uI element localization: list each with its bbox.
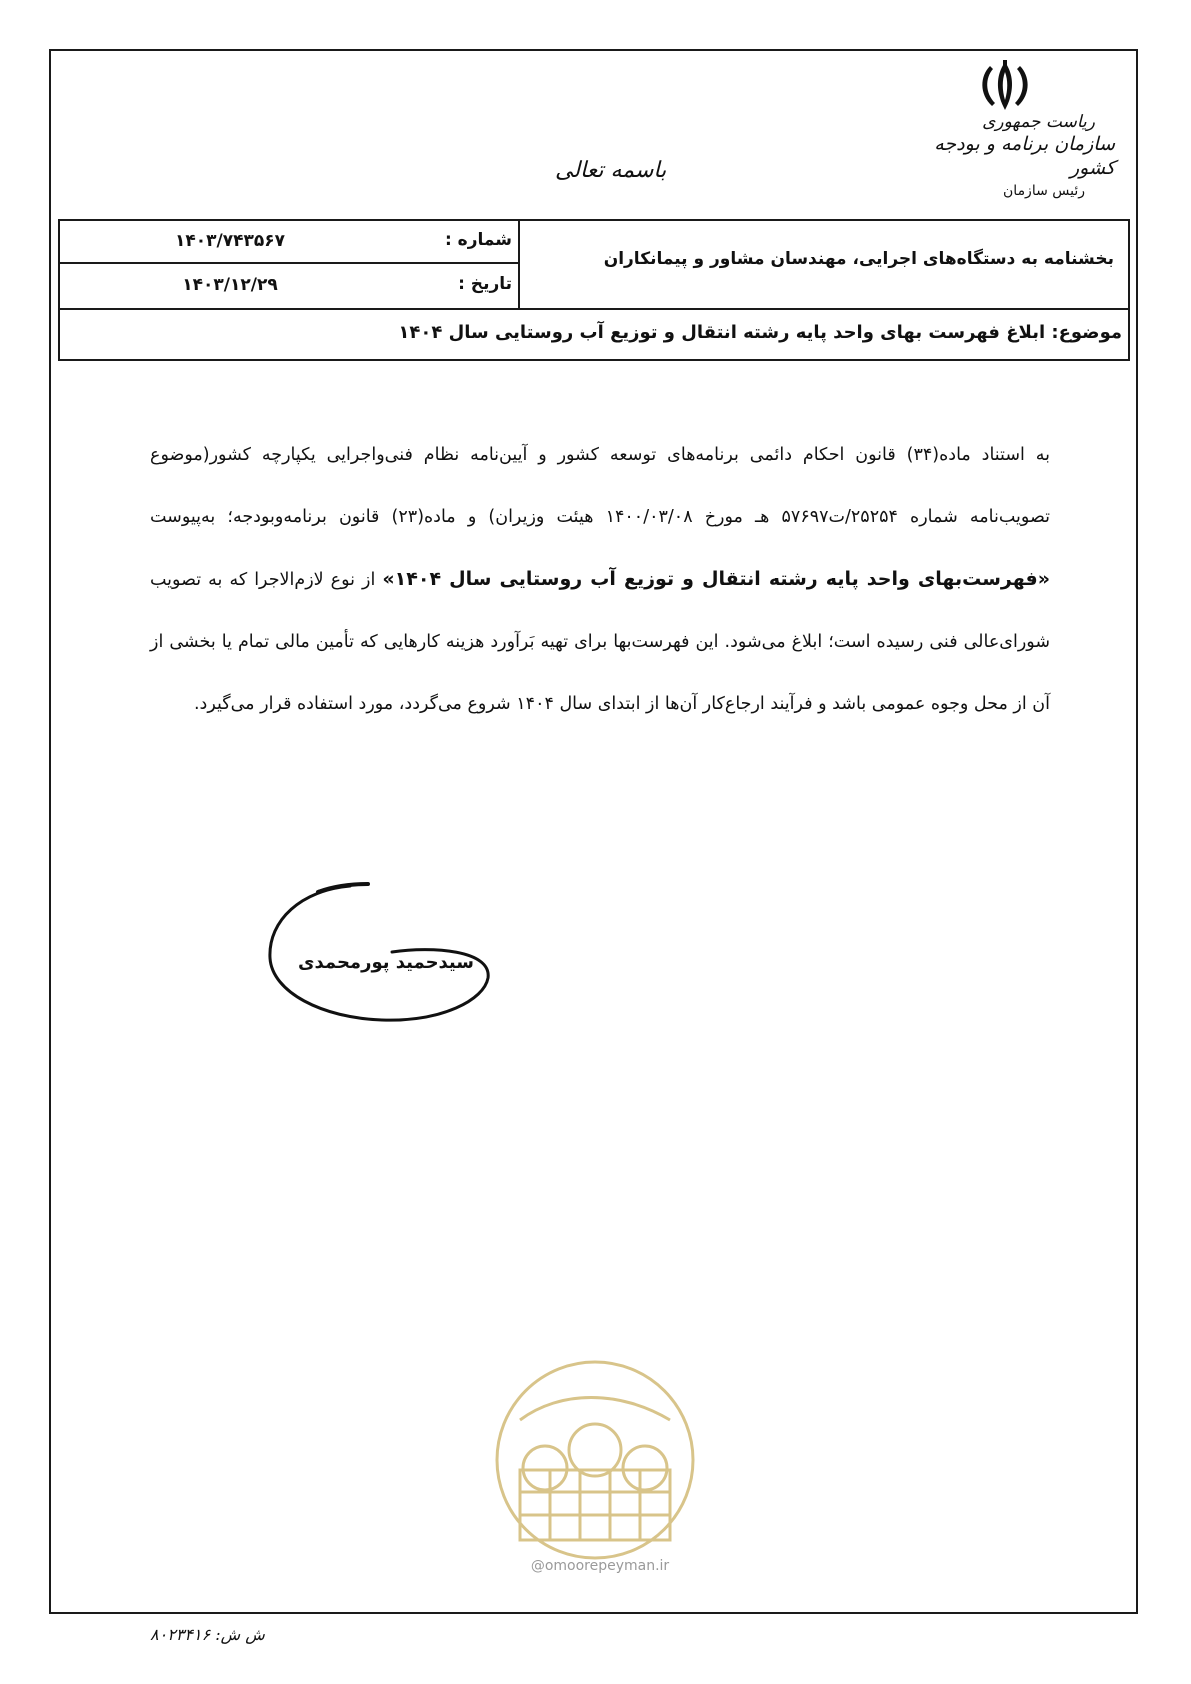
- subject-line: موضوع: ابلاغ فهرست بهای واحد پایه رشته انتقال و توزیع آب روستایی سال ۱۴۰۴: [398, 322, 1122, 343]
- organization-header: [905, 112, 1115, 202]
- org-line-organization: سازمان برنامه و بودجه کشور: [934, 133, 1115, 179]
- number-label: شماره :: [444, 230, 512, 250]
- body-text-bold: «فهرست‌بهای واحد پایه رشته انتقال و توزیع آب روستایی سال ۱۴۰۴»: [382, 568, 1050, 590]
- body-text-end: از نوع لازم‌الاجرا که به تصویب شورای‌عالی فنی رسیده است؛ ابلاغ می‌شود. این فهرست‌بها برای تهیه بَرآورد هزینه کارهایی که تأمین مالی تمام یا بخشی از آن از محل وجوه عمومی باشد و فرآیند ارجاع‌کار آن‌ها از ابتدای سال ۱۴۰۴ شروع می‌گردد، مورد استفاده قرار می‌گیرد.: [150, 570, 1050, 714]
- body-text-start: به استناد ماده(۳۴) قانون احکام دائمی برنامه‌های توسعه کشور و آیین‌نامه نظام فنی‌واجرایی یکپارچه کشور(موضوع تصویب‌نامه شماره ۲۵۲۵۴/ت۵۷۶۹۷ هـ مورخ ۱۴۰۰/۰۳/۰۸ هیئت وزیران) و ماده(۲۳) قانون برنامه‌وبودجه؛ به‌پیوست: [150, 445, 1051, 527]
- org-line-presidency: ریاست جمهوری: [982, 112, 1095, 132]
- reference-block: [60, 221, 520, 308]
- basmala: باسمه تعالی: [555, 158, 667, 183]
- header-row-1: [60, 221, 1128, 310]
- letter-date: ۱۴۰۳/۱۲/۲۹: [182, 275, 278, 295]
- letter-body: [150, 424, 1050, 735]
- org-line-head: رئیس سازمان: [1003, 183, 1085, 199]
- number-row: [60, 221, 518, 264]
- date-row: [60, 265, 518, 308]
- letter-number: ۱۴۰۳/۷۴۳۵۶۷: [175, 231, 285, 251]
- letter-header-table: [58, 219, 1130, 361]
- footer-reference: ش ش: ۸۰۲۳۴۱۶: [150, 1625, 265, 1644]
- watermark-caption: @omoorepeyman.ir: [530, 1558, 670, 1574]
- iran-emblem-icon: [970, 58, 1040, 114]
- date-label: تاریخ :: [458, 274, 512, 294]
- recipients: بخشنامه به دستگاه‌های اجرایی، مهندسان مشاور و پیمانکاران: [603, 249, 1114, 269]
- signatory-name: سیدحمید پورمحمدی: [298, 952, 474, 973]
